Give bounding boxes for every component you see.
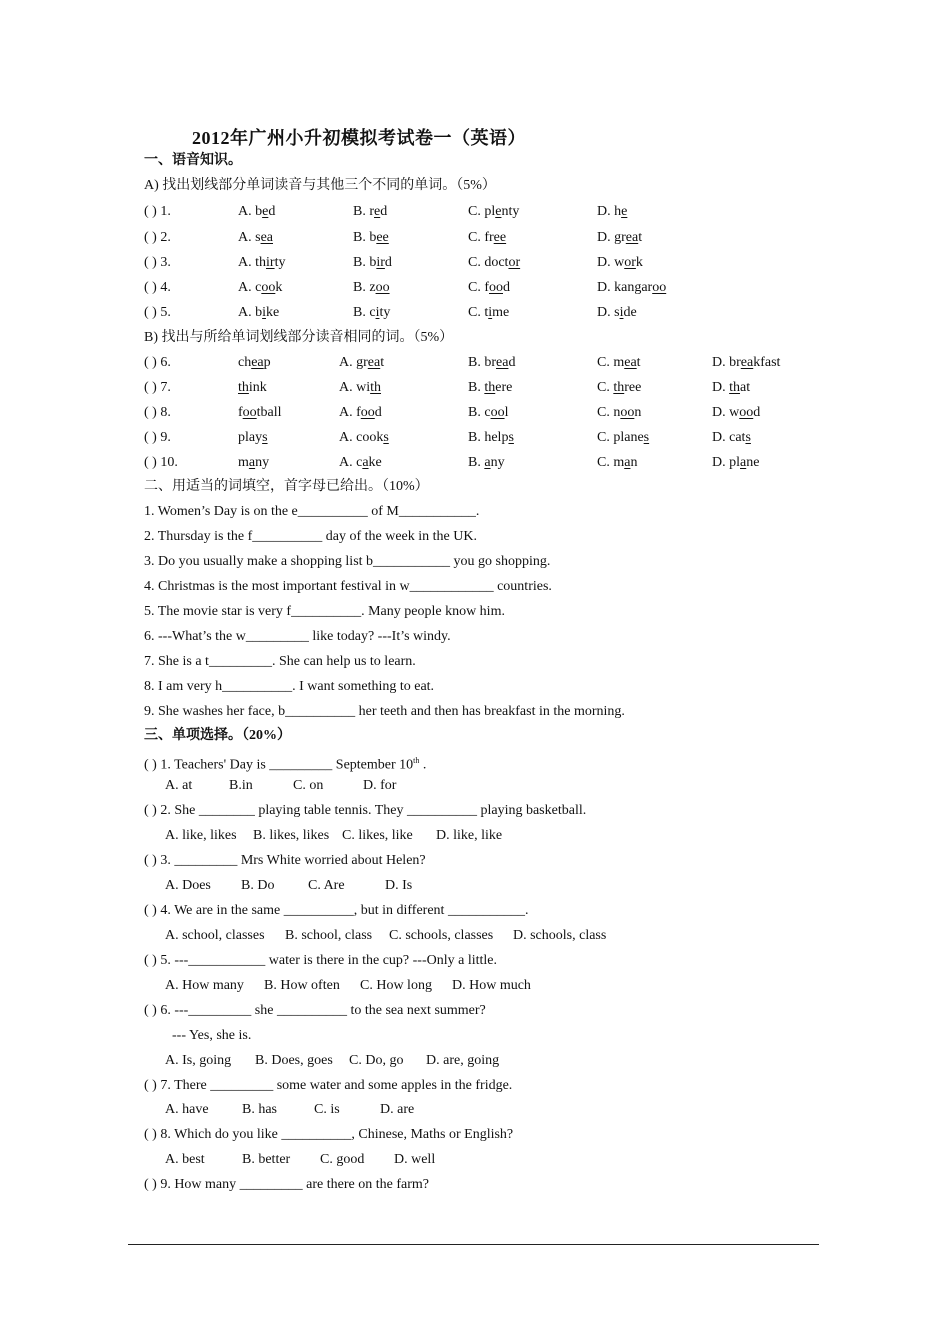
- option-b: B. bird: [353, 255, 392, 270]
- given-word: plays: [238, 430, 268, 445]
- fill-blank-question-5: 5. The movie star is very f__________. Many people know him.: [144, 604, 505, 619]
- mc-options-3: [144, 877, 844, 895]
- option-c: C. food: [468, 280, 510, 295]
- fill-blank-question-2: 2. Thursday is the f__________ day of the week in the UK.: [144, 529, 477, 544]
- option-d: D. schools, class: [513, 928, 607, 943]
- option-c: C. free: [468, 230, 507, 245]
- question-number: ( ) 10.: [144, 455, 178, 470]
- option-d: D. well: [394, 1152, 436, 1167]
- option-c: C. schools, classes: [389, 928, 494, 943]
- option-b: B. has: [242, 1102, 277, 1117]
- option-d: D. great: [597, 230, 643, 245]
- section-1b-instruction: B) 找出与所给单词划线部分读音相同的词。（5%）: [144, 330, 454, 345]
- phonics-question-9: [144, 429, 844, 447]
- option-a: A. cake: [339, 455, 382, 470]
- option-b: B. there: [468, 380, 513, 395]
- mc-options-6: [144, 1052, 844, 1070]
- option-a: A. cooks: [339, 430, 389, 445]
- option-a: A. have: [165, 1102, 209, 1117]
- option-b: B. How often: [264, 978, 340, 993]
- option-b: B. bread: [468, 355, 516, 370]
- section-3-heading: 三、单项选择。（20%）: [144, 728, 291, 743]
- phonics-question-3: [144, 254, 844, 272]
- mc-options-5: [144, 977, 844, 995]
- option-d: D. kangaroo: [597, 280, 667, 295]
- option-b: B. any: [468, 455, 505, 470]
- option-c: C. Are: [308, 878, 345, 893]
- mc-question-8: ( ) 8. Which do you like __________, Chinese, Maths or English?: [144, 1127, 514, 1142]
- option-b: B. helps: [468, 430, 514, 445]
- question-number: ( ) 1.: [144, 204, 171, 219]
- option-d: D. are, going: [426, 1053, 500, 1068]
- option-b: B. bee: [353, 230, 389, 245]
- option-c: C. planes: [597, 430, 650, 445]
- option-a: A. at: [165, 778, 193, 793]
- given-word: many: [238, 455, 270, 470]
- question-number: ( ) 9.: [144, 430, 171, 445]
- option-c: C. likes, like: [342, 828, 413, 843]
- option-d: D. for: [363, 778, 397, 793]
- mc-question-9: ( ) 9. How many _________ are there on the farm?: [144, 1177, 429, 1192]
- phonics-question-1: [144, 203, 844, 221]
- phonics-question-10: [144, 454, 844, 472]
- question-number: ( ) 3.: [144, 255, 171, 270]
- option-d: D. Is: [385, 878, 413, 893]
- option-b: B. cool: [468, 405, 509, 420]
- option-d: D. How much: [452, 978, 531, 993]
- option-a: A. bed: [238, 204, 276, 219]
- option-d: D. that: [712, 380, 751, 395]
- mc-options-4: [144, 927, 844, 945]
- mc-options-2: [144, 827, 844, 845]
- footer-rule: [128, 1244, 819, 1245]
- fill-blank-question-8: 8. I am very h__________. I want something to eat.: [144, 679, 435, 694]
- option-d: D. work: [597, 255, 643, 270]
- fill-blank-question-3: 3. Do you usually make a shopping list b___________ you go shopping.: [144, 554, 551, 569]
- fill-blank-question-9: 9. She washes her face, b__________ her teeth and then has breakfast in the morning.: [144, 704, 625, 719]
- option-d: D. he: [597, 204, 628, 219]
- fill-blank-question-1: 1. Women’s Day is on the e__________ of M___________.: [144, 504, 480, 519]
- phonics-question-6: [144, 354, 844, 372]
- option-a: A. Is, going: [165, 1053, 232, 1068]
- option-b: B. school, class: [285, 928, 373, 943]
- question-number: ( ) 5.: [144, 305, 171, 320]
- option-d: D. side: [597, 305, 637, 320]
- fill-blank-question-4: 4. Christmas is the most important festival in w____________ countries.: [144, 579, 552, 594]
- option-b: B. zoo: [353, 280, 390, 295]
- option-c: C. plenty: [468, 204, 520, 219]
- option-c: C. time: [468, 305, 510, 320]
- section-1a-instruction: A) 找出划线部分单词读音与其他三个不同的单词。（5%）: [144, 178, 496, 193]
- option-d: D. plane: [712, 455, 760, 470]
- option-c: C. Do, go: [349, 1053, 404, 1068]
- given-word: cheap: [238, 355, 271, 370]
- question-number: ( ) 8.: [144, 405, 171, 420]
- mc-question-1: ( ) 1. Teachers' Day is _________ September 10th .: [144, 756, 427, 773]
- option-a: A. food: [339, 405, 382, 420]
- option-c: C. How long: [360, 978, 432, 993]
- question-number: ( ) 6.: [144, 355, 171, 370]
- phonics-question-5: [144, 304, 844, 322]
- fill-blank-question-7: 7. She is a t_________. She can help us to learn.: [144, 654, 416, 669]
- option-a: A. great: [339, 355, 385, 370]
- option-a: A. How many: [165, 978, 244, 993]
- option-b: B. city: [353, 305, 391, 320]
- phonics-question-8: [144, 404, 844, 422]
- mc-question-5: ( ) 5. ---___________ water is there in the cup? ---Only a little.: [144, 953, 498, 968]
- option-c: C. meat: [597, 355, 641, 370]
- mc-options-7: [144, 1101, 844, 1119]
- mc-options-8: [144, 1151, 844, 1169]
- section-2-heading: 二、用适当的词填空，首字母已给出。（10%）: [144, 479, 429, 494]
- option-d: D. are: [380, 1102, 415, 1117]
- option-c: C. good: [320, 1152, 365, 1167]
- option-a: A. bike: [238, 305, 280, 320]
- given-word: football: [238, 405, 282, 420]
- option-d: D. wood: [712, 405, 761, 420]
- mc-question-3: ( ) 3. _________ Mrs White worried about Helen?: [144, 853, 426, 868]
- mc-question-7: ( ) 7. There _________ some water and some apples in the fridge.: [144, 1078, 513, 1093]
- option-b: B. red: [353, 204, 388, 219]
- option-a: A. best: [165, 1152, 205, 1167]
- phonics-question-7: [144, 379, 844, 397]
- given-word: think: [238, 380, 267, 395]
- option-a: A. Does: [165, 878, 211, 893]
- option-a: A. thirty: [238, 255, 286, 270]
- option-a: A. sea: [238, 230, 273, 245]
- option-c: C. doctor: [468, 255, 521, 270]
- option-b: B. Does, goes: [255, 1053, 333, 1068]
- option-b: B.in: [229, 778, 253, 793]
- mc-question-6: ( ) 6. ---_________ she __________ to the sea next summer?: [144, 1003, 486, 1018]
- option-c: C. noon: [597, 405, 642, 420]
- section-1-heading: 一、语音知识。: [144, 153, 242, 168]
- option-b: B. Do: [241, 878, 275, 893]
- option-b: B. better: [242, 1152, 291, 1167]
- option-c: C. is: [314, 1102, 340, 1117]
- option-a: A. with: [339, 380, 382, 395]
- option-a: A. cook: [238, 280, 283, 295]
- option-d: D. cats: [712, 430, 751, 445]
- mc-question-4: ( ) 4. We are in the same __________, but in different ___________.: [144, 903, 529, 918]
- mc-question-2: ( ) 2. She ________ playing table tennis. They __________ playing basketball.: [144, 803, 587, 818]
- mc-options-1: [144, 777, 844, 795]
- option-d: D. breakfast: [712, 355, 781, 370]
- option-a: A. like, likes: [165, 828, 237, 843]
- option-d: D. like, like: [436, 828, 503, 843]
- question-number: ( ) 2.: [144, 230, 171, 245]
- option-c: C. on: [293, 778, 324, 793]
- question-number: ( ) 4.: [144, 280, 171, 295]
- mc-question-6-reply: --- Yes, she is.: [172, 1028, 252, 1043]
- phonics-question-2: [144, 229, 844, 247]
- fill-blank-question-6: 6. ---What’s the w_________ like today? ---It’s windy.: [144, 629, 451, 644]
- question-number: ( ) 7.: [144, 380, 171, 395]
- option-b: B. likes, likes: [253, 828, 330, 843]
- exam-title: 2012年广州小升初模拟考试卷一（英语）: [192, 128, 526, 148]
- option-a: A. school, classes: [165, 928, 265, 943]
- option-c: C. three: [597, 380, 642, 395]
- phonics-question-4: [144, 279, 844, 297]
- option-c: C. man: [597, 455, 638, 470]
